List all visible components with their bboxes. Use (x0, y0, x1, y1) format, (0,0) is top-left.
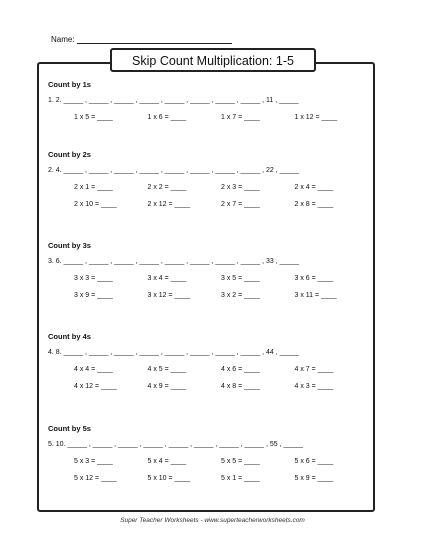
problem-row (48, 383, 368, 390)
multiplication-problem[interactable]: 1 x 12 = ____ (294, 114, 338, 121)
multiplication-problem[interactable]: 1 x 5 = ____ (74, 114, 113, 121)
multiplication-problem[interactable]: 2 x 10 = ____ (74, 201, 117, 208)
multiplication-problem[interactable]: 5 x 6 = ____ (294, 458, 334, 465)
problem-row (48, 458, 368, 465)
multiplication-problem[interactable]: 4 x 7 = ____ (294, 366, 334, 373)
multiplication-problem[interactable]: 2 x 2 = ____ (147, 184, 187, 191)
multiplication-problem[interactable]: 4 x 4 = ____ (74, 366, 113, 373)
problem-row (48, 366, 368, 373)
footer: Super Teacher Worksheets - www.superteacherworksheets.com (120, 517, 305, 524)
section-count-by-2 (48, 150, 368, 208)
multiplication-problem[interactable]: 3 x 2 = ____ (221, 292, 260, 299)
multiplication-problem[interactable]: 3 x 6 = ____ (294, 275, 334, 282)
multiplication-problem[interactable]: 3 x 5 = ____ (221, 275, 260, 282)
multiplication-problem[interactable]: 2 x 1 = ____ (74, 184, 113, 191)
multiplication-problem[interactable]: 1 x 6 = ____ (147, 114, 187, 121)
multiplication-problem[interactable]: 2 x 4 = ____ (294, 184, 334, 191)
multiplication-problem[interactable]: 4 x 5 = ____ (147, 366, 187, 373)
multiplication-problem[interactable]: 5 x 9 = ____ (294, 475, 334, 482)
problem-row (48, 275, 368, 282)
multiplication-problem[interactable]: 5 x 1 = ____ (221, 475, 260, 482)
section-title: Count by 5s (48, 424, 91, 433)
multiplication-problem[interactable]: 4 x 3 = ____ (294, 383, 334, 390)
multiplication-problem[interactable]: 5 x 12 = ____ (74, 475, 117, 482)
multiplication-problem[interactable]: 2 x 8 = ____ (294, 201, 334, 208)
multiplication-problem[interactable]: 3 x 11 = ____ (294, 292, 337, 299)
section-count-by-5 (48, 424, 368, 482)
multiplication-problem[interactable]: 5 x 4 = ____ (147, 458, 187, 465)
skip-count-sequence[interactable]: 4. 8. _____ , _____ , _____ , _____ , _____ , _____ , _____ , _____ , 44 , _____ (48, 349, 300, 356)
multiplication-problem[interactable]: 4 x 9 = ____ (147, 383, 187, 390)
worksheet-title: Skip Count Multiplication: 1-5 (110, 48, 316, 72)
skip-count-sequence[interactable]: 2. 4. _____ , _____ , _____ , _____ , _____ , _____ , _____ , _____ , 22 , _____ (48, 167, 300, 174)
multiplication-problem[interactable]: 3 x 12 = ____ (147, 292, 191, 299)
multiplication-problem[interactable]: 5 x 5 = ____ (221, 458, 260, 465)
problem-row (48, 475, 368, 482)
skip-count-sequence[interactable]: 1. 2. _____ , _____ , _____ , _____ , _____ , _____ , _____ , _____ , 11 , _____ (48, 97, 299, 104)
multiplication-problem[interactable]: 4 x 8 = ____ (221, 383, 260, 390)
section-count-by-3 (48, 241, 368, 299)
multiplication-problem[interactable]: 5 x 10 = ____ (147, 475, 191, 482)
section-title: Count by 3s (48, 241, 91, 250)
multiplication-problem[interactable]: 2 x 7 = ____ (221, 201, 260, 208)
multiplication-problem[interactable]: 4 x 6 = ____ (221, 366, 260, 373)
multiplication-problem[interactable]: 3 x 3 = ____ (74, 275, 113, 282)
multiplication-problem[interactable]: 1 x 7 = ____ (221, 114, 260, 121)
skip-count-sequence[interactable]: 3. 6. _____ , _____ , _____ , _____ , _____ , _____ , _____ , _____ , 33 , _____ (48, 258, 300, 265)
multiplication-problem[interactable]: 5 x 3 = ____ (74, 458, 113, 465)
problem-row (48, 184, 368, 191)
section-count-by-4 (48, 332, 368, 390)
problem-row (48, 114, 368, 121)
section-count-by-1 (48, 80, 368, 121)
section-title: Count by 4s (48, 332, 91, 341)
problem-row (48, 292, 368, 299)
multiplication-problem[interactable]: 4 x 12 = ____ (74, 383, 117, 390)
name-line[interactable] (77, 43, 232, 44)
section-title: Count by 2s (48, 150, 91, 159)
skip-count-sequence[interactable]: 5. 10. _____ , _____ , _____ , _____ , _____ , _____ , _____ , _____ , 55 , _____ (48, 441, 303, 448)
multiplication-problem[interactable]: 2 x 3 = ____ (221, 184, 260, 191)
multiplication-problem[interactable]: 3 x 4 = ____ (147, 275, 187, 282)
multiplication-problem[interactable]: 3 x 9 = ____ (74, 292, 113, 299)
name-label: Name: (51, 35, 75, 44)
section-title: Count by 1s (48, 80, 91, 89)
multiplication-problem[interactable]: 2 x 12 = ____ (147, 201, 191, 208)
problem-row (48, 201, 368, 208)
